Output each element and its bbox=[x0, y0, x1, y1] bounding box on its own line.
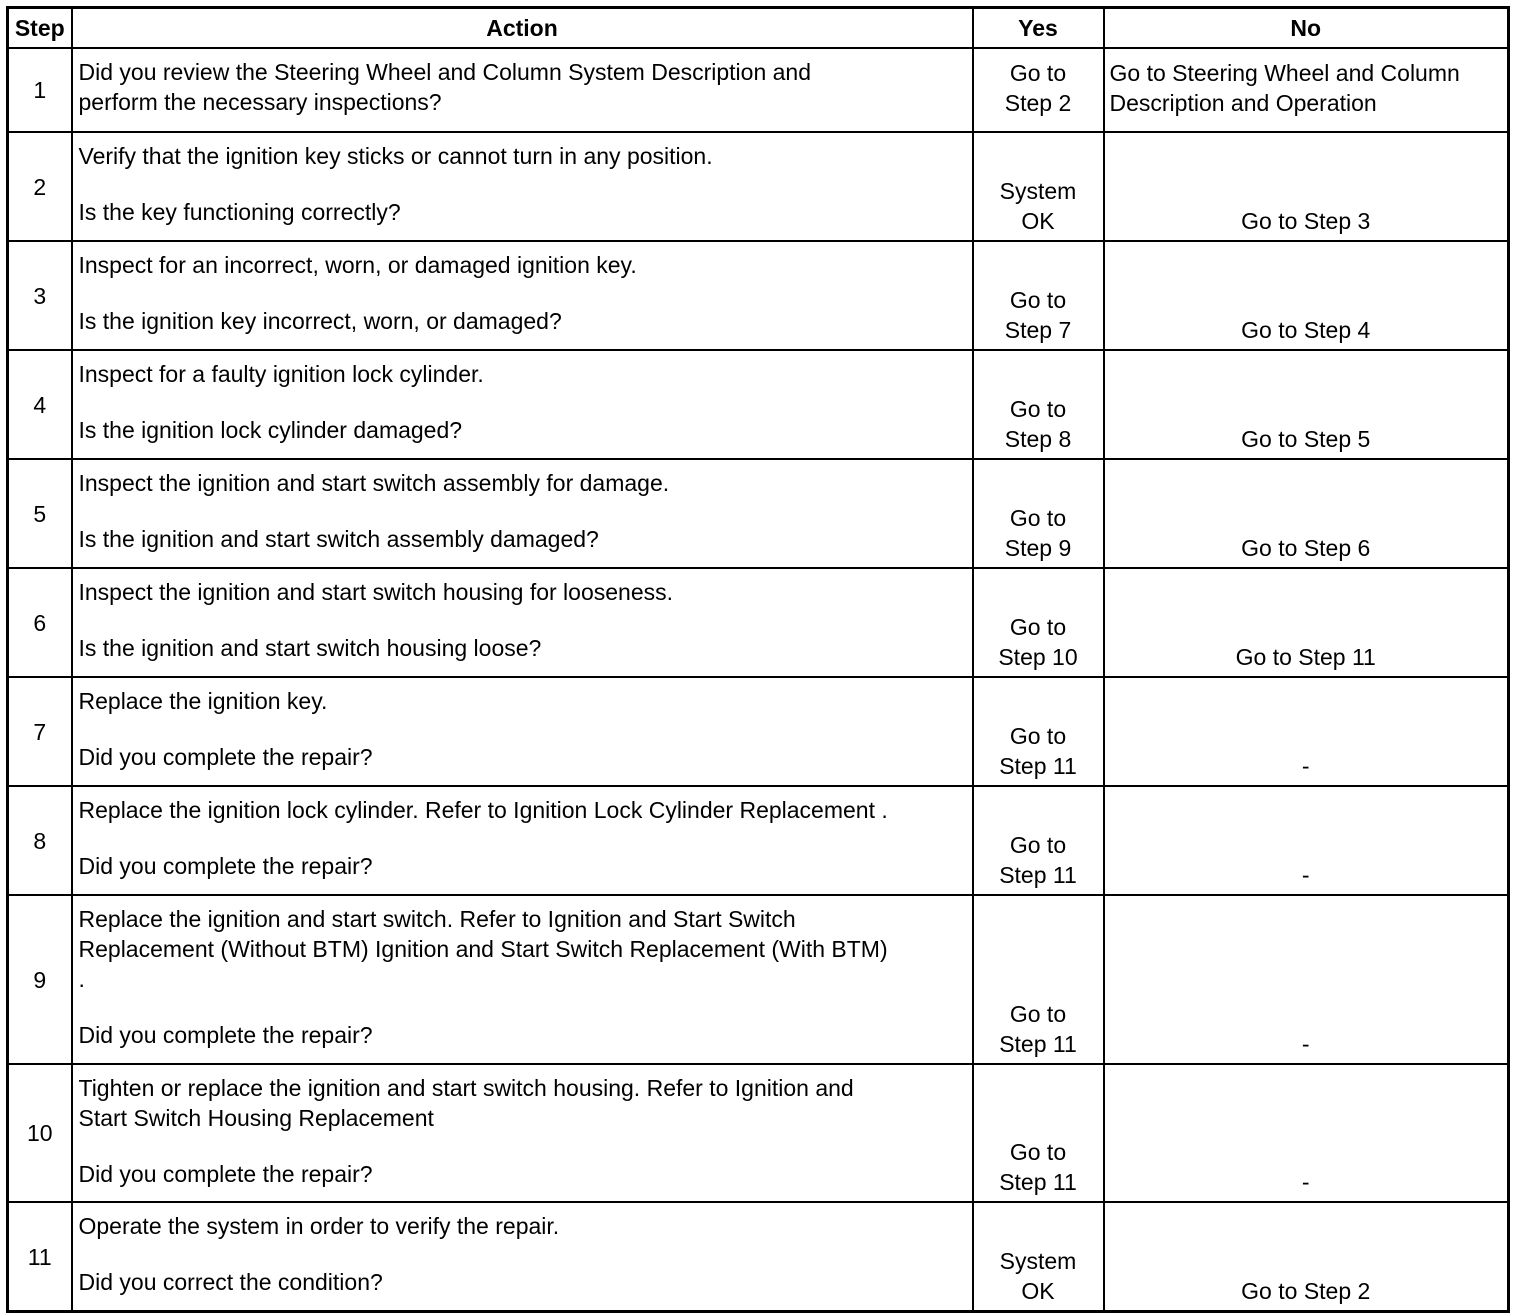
table-row-step-6 bbox=[8, 568, 1509, 677]
header-row bbox=[8, 8, 1509, 49]
no-cell bbox=[1104, 48, 1509, 132]
action-cell bbox=[72, 1202, 973, 1312]
action-text: Replace the ignition key. bbox=[78, 688, 328, 714]
no-cell bbox=[1104, 786, 1509, 895]
table-row-step-7 bbox=[8, 677, 1509, 786]
yes-text: System OK bbox=[999, 178, 1077, 234]
no-cell bbox=[1104, 132, 1509, 241]
step-number: 4 bbox=[8, 350, 72, 459]
yes-text: System OK bbox=[999, 1248, 1077, 1304]
question-text: Did you complete the repair? bbox=[78, 853, 373, 879]
yes-text: Go to Step 9 bbox=[1004, 505, 1072, 561]
no-text: Go to Step 3 bbox=[1241, 208, 1371, 234]
table-row-step-5 bbox=[8, 459, 1509, 568]
step-number: 1 bbox=[8, 48, 72, 132]
yes-text: Go to Step 11 bbox=[999, 723, 1077, 779]
no-text: - bbox=[1301, 862, 1310, 888]
action-text: Operate the system in order to verify the repair. bbox=[78, 1213, 560, 1239]
no-cell bbox=[1104, 459, 1509, 568]
step-number: 11 bbox=[8, 1202, 72, 1312]
header-step: Step bbox=[8, 8, 72, 49]
action-cell bbox=[72, 1064, 973, 1202]
step-number: 9 bbox=[8, 895, 72, 1064]
no-cell bbox=[1104, 241, 1509, 350]
no-text: Go to Step 2 bbox=[1241, 1278, 1371, 1304]
step-number: 7 bbox=[8, 677, 72, 786]
action-cell bbox=[72, 786, 973, 895]
question-text: Is the ignition and start switch housing loose? bbox=[78, 635, 542, 661]
yes-text: Go to Step 11 bbox=[999, 1001, 1077, 1057]
yes-cell bbox=[973, 677, 1104, 786]
action-text: Inspect the ignition and start switch housing for looseness. bbox=[78, 579, 674, 605]
no-cell bbox=[1104, 1202, 1509, 1312]
no-cell bbox=[1104, 895, 1509, 1064]
yes-text: Go to Step 2 bbox=[1004, 60, 1072, 116]
step-number: 10 bbox=[8, 1064, 72, 1202]
header-yes: Yes bbox=[973, 8, 1104, 49]
no-text: - bbox=[1301, 1031, 1310, 1057]
no-text: - bbox=[1301, 753, 1310, 779]
action-text: Inspect for an incorrect, worn, or damaged ignition key. bbox=[78, 252, 637, 278]
yes-text: Go to Step 8 bbox=[1004, 396, 1072, 452]
action-text: Inspect the ignition and start switch assembly for damage. bbox=[78, 470, 670, 496]
yes-cell bbox=[973, 241, 1104, 350]
table-row-step-9 bbox=[8, 895, 1509, 1064]
question-text: Is the ignition key incorrect, worn, or damaged? bbox=[78, 308, 562, 334]
no-text: Go to Step 4 bbox=[1241, 317, 1371, 343]
table-row-step-11 bbox=[8, 1202, 1509, 1312]
yes-cell bbox=[973, 895, 1104, 1064]
question-text: Did you complete the repair? bbox=[78, 1022, 373, 1048]
table-row-step-3 bbox=[8, 241, 1509, 350]
yes-cell bbox=[973, 350, 1104, 459]
question-text: Did you correct the condition? bbox=[78, 1269, 383, 1295]
action-cell bbox=[72, 48, 973, 132]
step-number: 3 bbox=[8, 241, 72, 350]
yes-cell bbox=[973, 568, 1104, 677]
action-cell bbox=[72, 895, 973, 1064]
action-cell bbox=[72, 241, 973, 350]
yes-cell bbox=[973, 1064, 1104, 1202]
step-number: 6 bbox=[8, 568, 72, 677]
yes-text: Go to Step 7 bbox=[1004, 287, 1072, 343]
no-text: Go to Step 5 bbox=[1241, 426, 1371, 452]
yes-cell bbox=[973, 1202, 1104, 1312]
action-cell bbox=[72, 568, 973, 677]
no-cell bbox=[1104, 677, 1509, 786]
diagnostic-table bbox=[6, 6, 1510, 1313]
action-text: Inspect for a faulty ignition lock cylinder. bbox=[78, 361, 484, 387]
question-text: Did you complete the repair? bbox=[78, 1161, 373, 1187]
no-cell bbox=[1104, 568, 1509, 677]
no-text: Go to Step 11 bbox=[1235, 644, 1376, 670]
table-row-step-4 bbox=[8, 350, 1509, 459]
header-no: No bbox=[1104, 8, 1509, 49]
table-row-step-10 bbox=[8, 1064, 1509, 1202]
action-text: Replace the ignition and start switch. Refer to Ignition and Start Switch Replacement (Without BTM) Ignition and Start Switch Replacement (With BTM) . bbox=[78, 906, 888, 992]
step-number: 8 bbox=[8, 786, 72, 895]
question-text: Is the ignition lock cylinder damaged? bbox=[78, 417, 463, 443]
action-cell bbox=[72, 350, 973, 459]
header-action: Action bbox=[72, 8, 973, 49]
no-text: Go to Step 6 bbox=[1241, 535, 1371, 561]
yes-text: Go to Step 10 bbox=[998, 614, 1078, 670]
question-text: Is the ignition and start switch assembly damaged? bbox=[78, 526, 599, 552]
table-row-step-1 bbox=[8, 48, 1509, 132]
question-text: Did you complete the repair? bbox=[78, 744, 373, 770]
action-text: Replace the ignition lock cylinder. Refer to Ignition Lock Cylinder Replacement . bbox=[78, 797, 888, 823]
yes-cell bbox=[973, 132, 1104, 241]
table-row-step-2 bbox=[8, 132, 1509, 241]
action-text: Tighten or replace the ignition and start switch housing. Refer to Ignition and Start Switch Housing Replacement bbox=[78, 1075, 854, 1131]
yes-text: Go to Step 11 bbox=[999, 1139, 1077, 1195]
no-cell bbox=[1104, 1064, 1509, 1202]
step-number: 2 bbox=[8, 132, 72, 241]
no-text: Go to Steering Wheel and Column Description and Operation bbox=[1109, 60, 1460, 116]
yes-cell bbox=[973, 459, 1104, 568]
action-cell bbox=[72, 459, 973, 568]
no-cell bbox=[1104, 350, 1509, 459]
table-row-step-8 bbox=[8, 786, 1509, 895]
step-number: 5 bbox=[8, 459, 72, 568]
no-text: - bbox=[1301, 1169, 1310, 1195]
action-cell bbox=[72, 677, 973, 786]
yes-text: Go to Step 11 bbox=[999, 832, 1077, 888]
yes-cell bbox=[973, 786, 1104, 895]
action-cell bbox=[72, 132, 973, 241]
question-text: Is the key functioning correctly? bbox=[78, 199, 401, 225]
action-text: Did you review the Steering Wheel and Column System Description and perform the necessary inspections? bbox=[78, 59, 812, 115]
yes-cell bbox=[973, 48, 1104, 132]
action-text: Verify that the ignition key sticks or cannot turn in any position. bbox=[78, 143, 713, 169]
